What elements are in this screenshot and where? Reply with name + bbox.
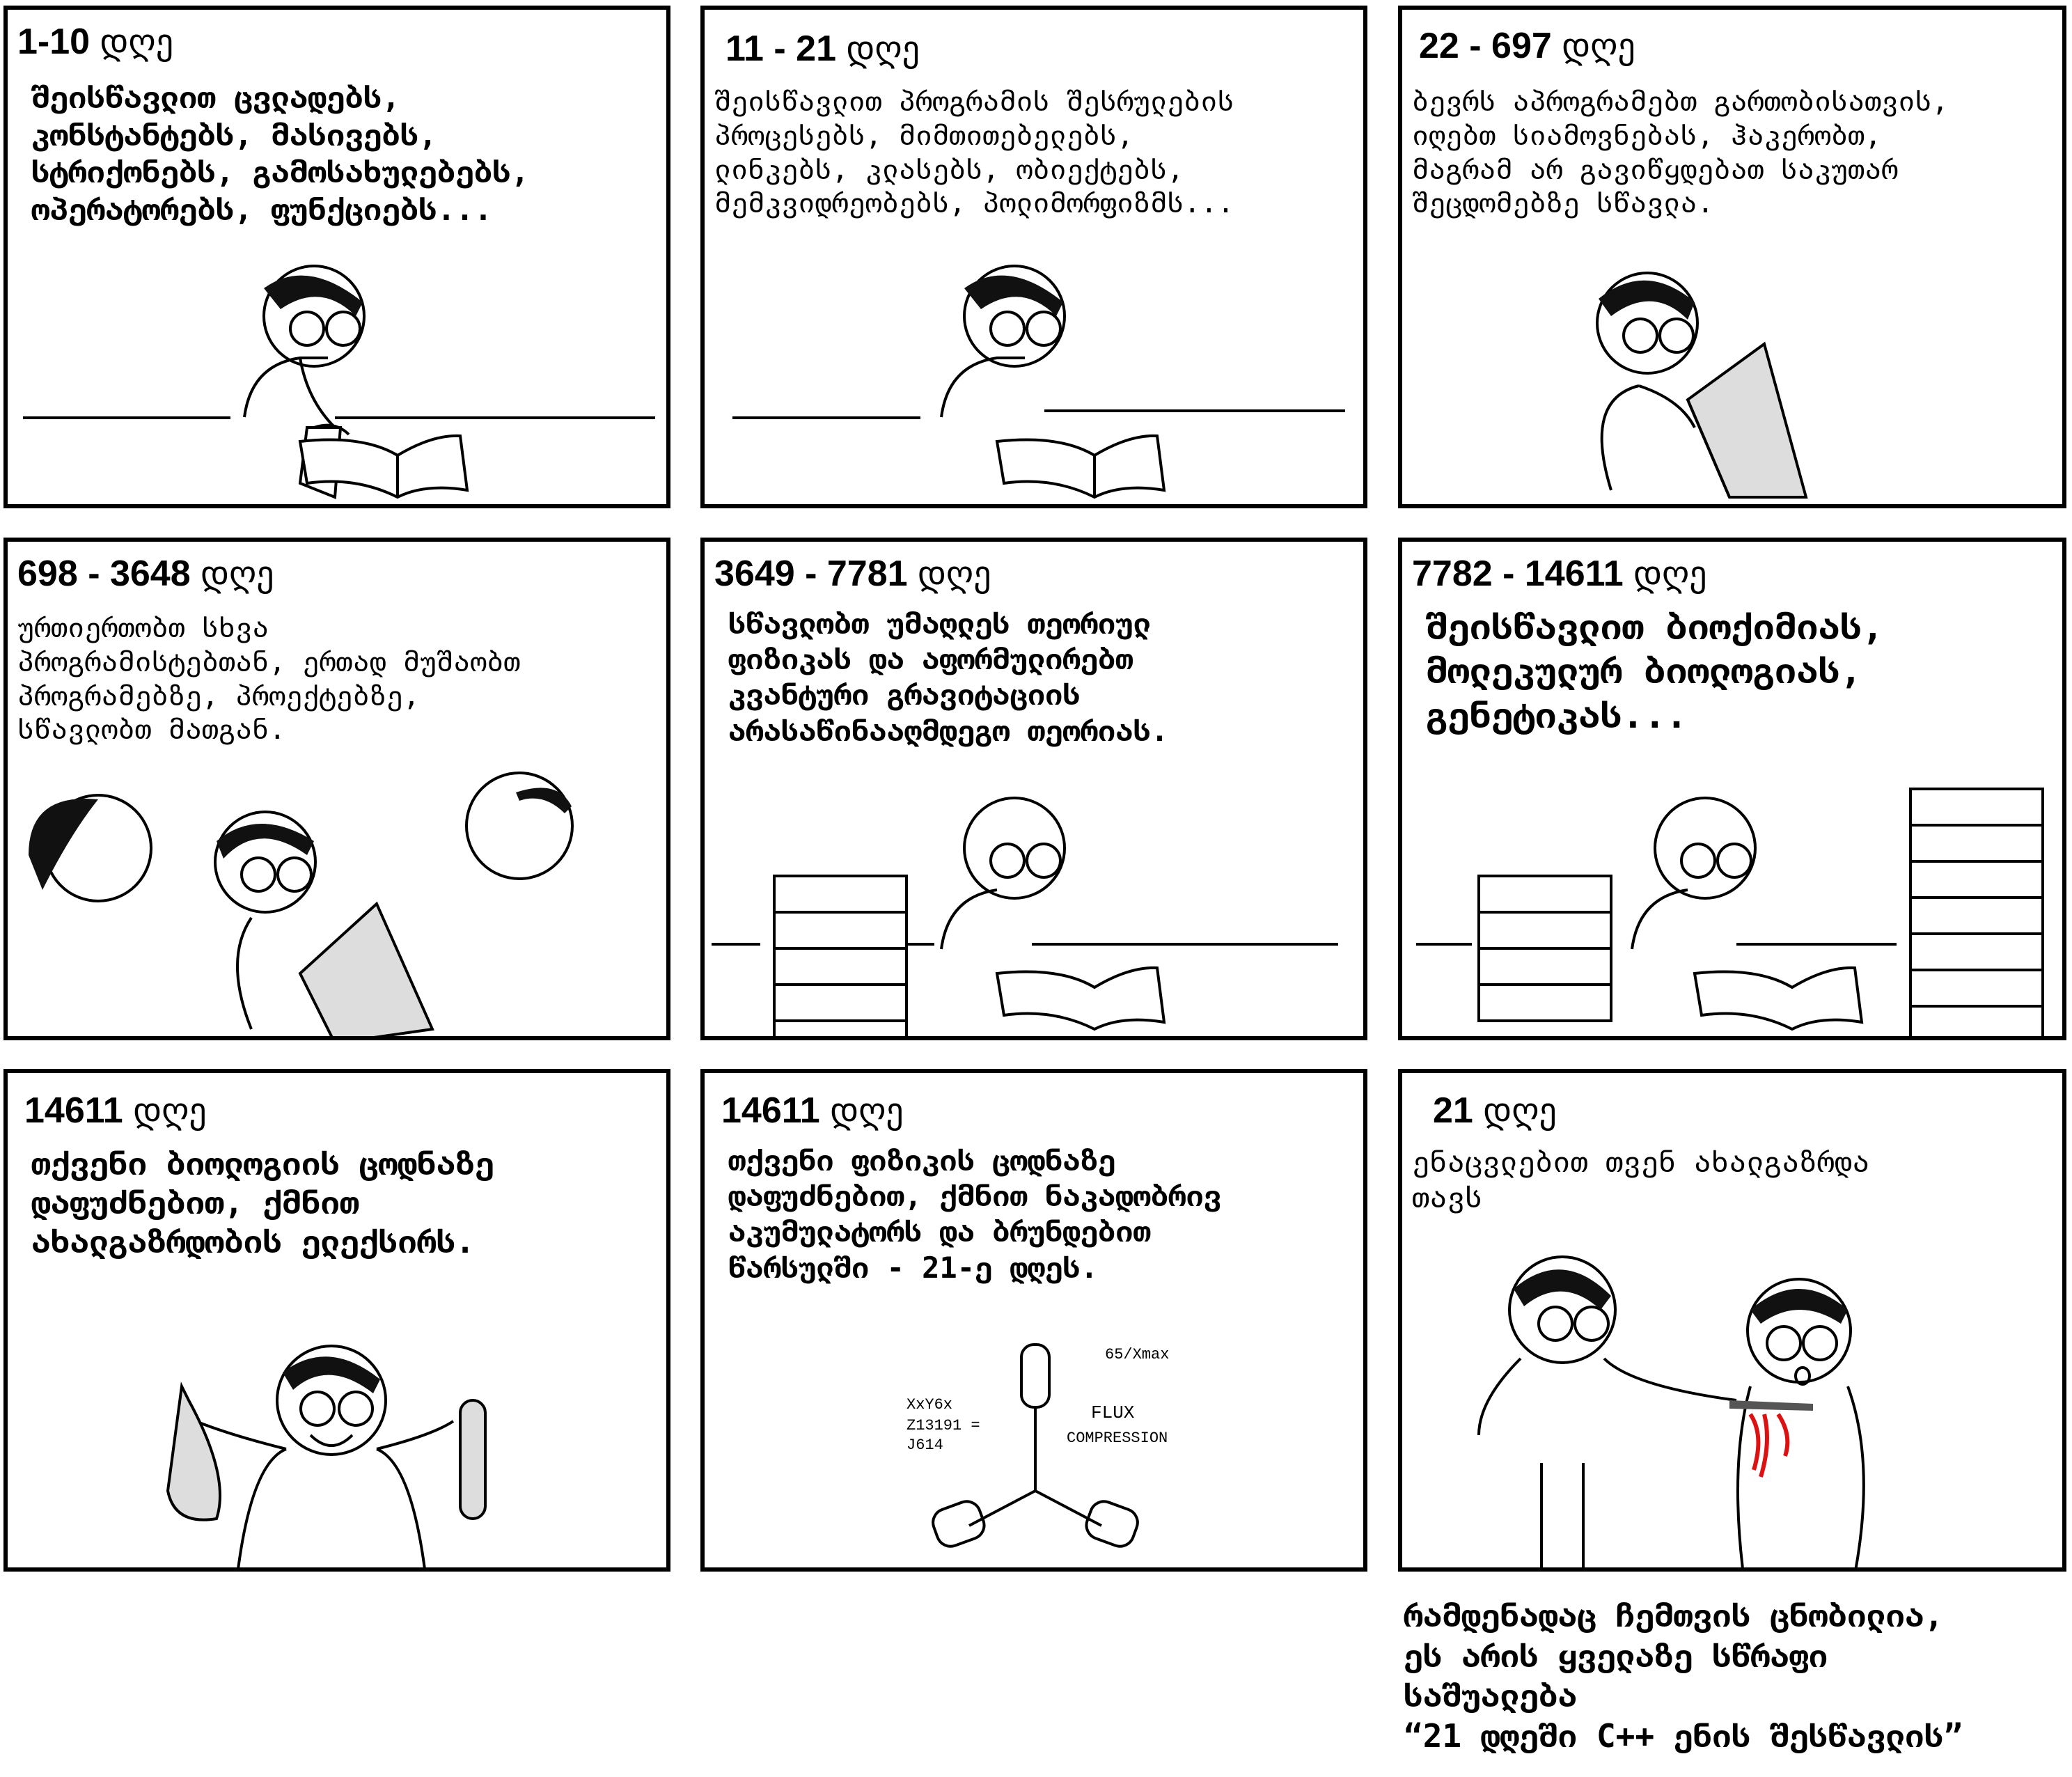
student-laptop-drawing	[1402, 10, 2066, 508]
elixir-scientist-drawing	[8, 1073, 670, 1572]
day-unit: დღე	[1633, 554, 1707, 594]
student-reading-drawing	[705, 10, 1367, 508]
comic-panel-9	[1398, 1069, 2066, 1572]
day-range: 21	[1433, 1090, 1473, 1131]
compression-label: COMPRESSION	[1067, 1430, 1168, 1447]
panel-text: ენაცვლებით თვენ ახალგაზრდა თავს	[1412, 1145, 1870, 1215]
day-range: 11 - 21	[725, 29, 837, 69]
day-unit: დღე	[1483, 1090, 1557, 1131]
comic-panel-4	[3, 538, 670, 1040]
comic-panel-6	[1398, 538, 2066, 1040]
day-unit: დღე	[846, 29, 920, 69]
formula-text: J614	[907, 1437, 943, 1454]
formula-text: Z13191 =	[907, 1417, 980, 1434]
day-range: 1-10	[17, 22, 91, 62]
comic-panel-1	[3, 6, 670, 508]
formula-text: XxY6x	[907, 1396, 953, 1414]
day-unit: დღე	[1562, 26, 1635, 66]
panel-text: ურთიერთობთ სხვა პროგრამისტებთან, ერთად მუშაობთ პროგრამებზე, პროექტებზე, სწავლობთ მათგან.	[17, 612, 521, 746]
older-self-stabbing-younger-self-drawing	[1402, 1073, 2066, 1572]
flux-label: FLUX	[1091, 1402, 1135, 1423]
day-range: 7782 - 14611	[1412, 554, 1624, 594]
programmers-working-drawing	[8, 542, 670, 1040]
day-range: 14611	[721, 1090, 820, 1131]
panel-text: სწავლობთ უმაღლეს თეორიულ ფიზიკას და აფორმულირებთ კვანტური გრავიტაციის არასაწინააღმდეგო თეორიას.	[728, 606, 1169, 748]
day-range: 14611	[24, 1090, 123, 1131]
comic-panel-7	[3, 1069, 670, 1572]
student-reading-drawing	[8, 10, 670, 508]
panel-text: თქვენი ბიოლოგიის ცოდნაზე დაფუძნებით, ქმნით ახალგაზრდობის ელექსირს.	[31, 1145, 494, 1261]
flux-capacitor-sketch	[705, 1073, 1367, 1572]
day-unit: დღე	[201, 554, 274, 594]
physicist-with-books-drawing	[705, 542, 1367, 1040]
day-unit: დღე	[100, 22, 174, 62]
panel-text: თქვენი ფიზიკის ცოდნაზე დაფუძნებით, ქმნით ნაკადობრივ აკუმულატორს და ბრუნდებით წარსულში - 21-ე დღეს.	[728, 1143, 1222, 1285]
panel-text: შეისწავლით ცვლადებს, კონსტანტებს, მასივებს, სტრიქონებს, გამოსახულებებს, ოპერატორებს, ფუნქციებს...	[31, 80, 530, 228]
day-unit: დღე	[918, 554, 991, 594]
biochemist-with-books-drawing	[1402, 542, 2066, 1040]
day-range: 22 - 697	[1419, 26, 1552, 66]
comic-panel-8	[700, 1069, 1367, 1572]
day-range: 698 - 3648	[17, 554, 191, 594]
day-unit: დღე	[133, 1090, 207, 1131]
comic-panel-5	[700, 538, 1367, 1040]
comic-panel-3	[1398, 6, 2066, 508]
panel-text: შეისწავლით პროგრამის შესრულების პროცესებს, მიმთითებელებს, ლინკებს, კლასებს, ობიექტებს, მემკვიდრეობებს, პოლიმორფიზმს...	[714, 86, 1234, 220]
panel-text: ბევრს აპროგრამებთ გართობისათვის, იღებთ სიამოვნებას, ჰაკერობთ, მაგრამ არ გავიწყდებათ საკუთარ შეცდომებზე სწავლა.	[1412, 86, 1949, 220]
formula-text: 65/Xmax	[1105, 1346, 1170, 1363]
day-range: 3649 - 7781	[714, 554, 908, 594]
day-unit: დღე	[830, 1090, 904, 1131]
panel-text: შეისწავლით ბიოქიმიას, მოლეკულურ ბიოლოგიას, გენეტიკას...	[1426, 606, 1884, 737]
comic-panel-2	[700, 6, 1367, 508]
bottom-caption: რამდენადაც ჩემთვის ცნობილია, ეს არის ყველაზე სწრაფი საშუალება “21 დღეში C++ ენის შესწავლის”	[1404, 1597, 1963, 1755]
